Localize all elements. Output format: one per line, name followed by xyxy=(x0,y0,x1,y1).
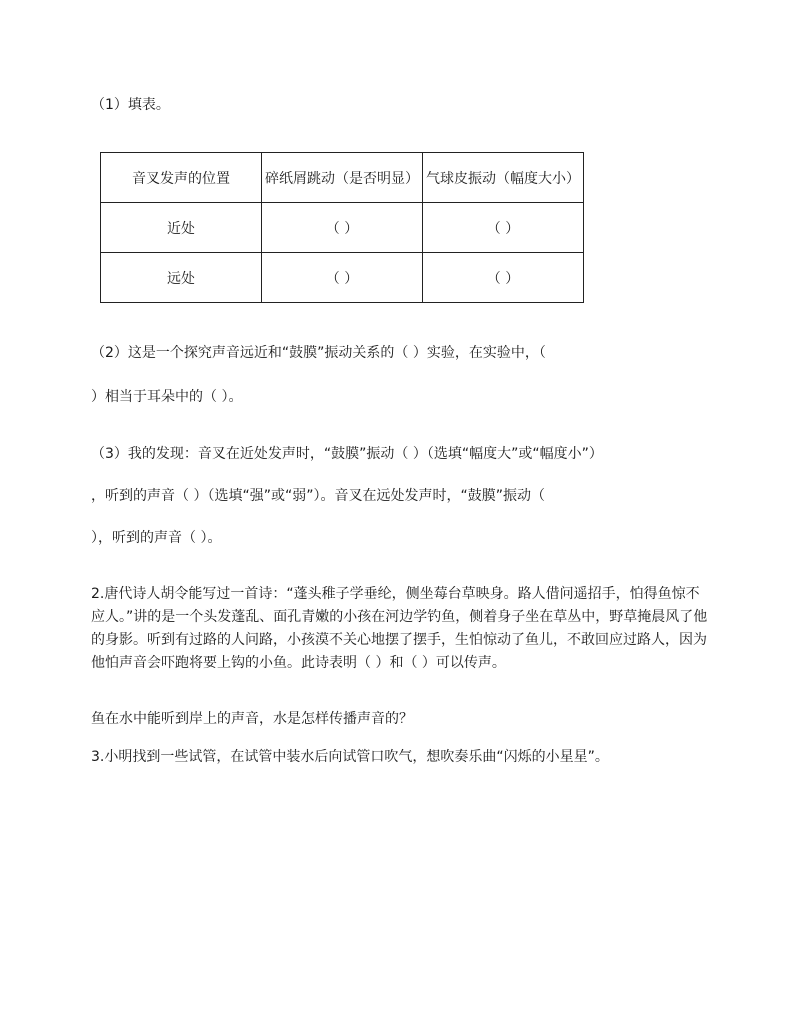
fill-table xyxy=(100,152,584,303)
q3-line-1: （3）我的发现：音叉在近处发声时，“鼓膜”振动（ ）（选填“幅度大”或“幅度小”） xyxy=(91,446,603,462)
table-header-cell: 气球皮振动（幅度大小） xyxy=(423,153,584,203)
q3-line-2: ，听到的声音（ ）（选填“强”或“弱”）。音叉在远处发声时，“鼓膜”振动（ xyxy=(91,488,545,504)
question-3-text: 3.小明找到一些试管，在试管中装水后向试管口吹气，想吹奏乐曲“闪烁的小星星”。 xyxy=(91,749,609,765)
table-blank-cell[interactable]: （ ） xyxy=(423,253,584,303)
q2-line-1: （2）这是一个探究声音远近和“鼓膜”振动关系的（ ）实验，在实验中，（ xyxy=(91,345,546,361)
table-blank-cell[interactable]: （ ） xyxy=(423,203,584,253)
table-cell: 近处 xyxy=(101,203,262,253)
table-row xyxy=(101,203,584,253)
table-header-cell: 碎纸屑跳动（是否明显） xyxy=(262,153,423,203)
q1-heading: （1）填表。 xyxy=(91,97,170,113)
q3-line-3: ），听到的声音（ ）。 xyxy=(91,530,222,546)
table-cell: 远处 xyxy=(101,253,262,303)
q2-line-2: ）相当于耳朵中的（ ）。 xyxy=(91,389,243,405)
table-header-cell: 音叉发声的位置 xyxy=(101,153,262,203)
question-2-text: 2.唐代诗人胡令能写过一首诗：“蓬头稚子学垂纶，侧坐莓台草映身。路人借问遥招手，怕得鱼惊不应人。”讲的是一个头发蓬乱、面孔青嫩的小孩在河边学钓鱼，侧着身子坐在草丛中，野草掩晨风了他的身影。听到有过路的人问路，小孩漠不关心地摆了摆手，生怕惊动了鱼儿，不敢回应过路人，因为他怕声音会吓跑将要上钩的小鱼。此诗表明（ ）和（ ）可以传声。 xyxy=(91,586,708,671)
table-blank-cell[interactable]: （ ） xyxy=(262,253,423,303)
question-2-sub-question: 鱼在水中能听到岸上的声音，水是怎样传播声音的？ xyxy=(91,711,413,727)
table-row xyxy=(101,253,584,303)
table-blank-cell[interactable]: （ ） xyxy=(262,203,423,253)
table-header-row xyxy=(101,153,584,203)
